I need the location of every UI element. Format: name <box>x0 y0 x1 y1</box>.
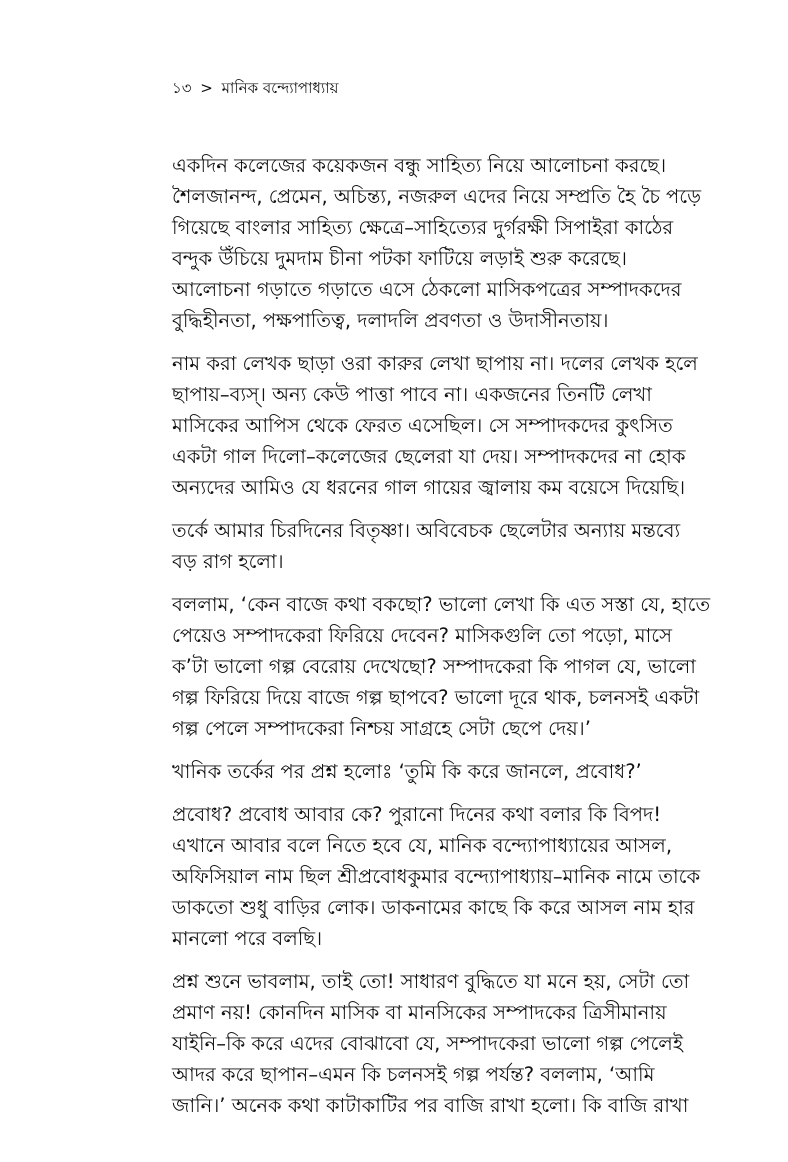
paragraph <box>172 150 712 336</box>
text-line: জানি।’ অনেক কথা কাটাকাটির পর বাজি রাখা হলো। কি বাজি রাখা <box>172 1094 689 1117</box>
paragraph <box>172 515 712 577</box>
text-line: পেয়েও সম্পাদকেরা ফিরিয়ে দেবেন? মাসিকগুলি তো পড়ো, মাসে <box>172 624 672 647</box>
text-line: যাইনি–কি করে এদের বোঝাবো যে, সম্পাদকেরা ভালো গল্প পেলেই <box>172 1032 683 1055</box>
text-line: বন্দুক উঁচিয়ে দুমদাম চীনা পটকা ফাটিয়ে লড়াই শুরু করেছে। <box>172 247 627 270</box>
text-line: একটা গাল দিলো–কলেজের ছেলেরা যা দেয়। সম্পাদকদের না হোক <box>172 445 686 468</box>
text-line: ক’টা ভালো গল্প বেরোয় দেখেছো? সম্পাদকেরা কি পাগল যে, ভালো <box>172 655 696 678</box>
text-line: আলোচনা গড়াতে গড়াতে এসে ঠেকলো মাসিকপত্রের সম্পাদকদের <box>172 278 682 301</box>
header-separator: > <box>200 79 213 97</box>
text-line: গল্প ফিরিয়ে দিয়ে বাজে গল্প ছাপবে? ভালো দূরে থাক, চলনসই একটা <box>172 686 700 709</box>
running-title: মানিক বন্দ্যোপাধ্যায় <box>221 79 339 97</box>
text-line: প্রবোধ? প্রবোধ আবার কে? পুরানো দিনের কথা বলার কি বিপদ! <box>172 803 662 826</box>
paragraph <box>172 799 712 954</box>
text-line: অন্যদের আমিও যে ধরনের গাল গায়ের জ্বালায় কম বয়েসে দিয়েছি। <box>172 476 686 499</box>
running-header <box>172 78 338 98</box>
paragraph <box>172 589 712 744</box>
text-line: ডাকতো শুধু বাড়ির লোক। ডাকনামের কাছে কি করে আসল নাম হার <box>172 896 695 919</box>
text-line: একদিন কলেজের কয়েকজন বন্ধু সাহিত্য নিয়ে আলোচনা করছে। <box>172 154 667 177</box>
text-line: এখানে আবার বলে নিতে হবে যে, মানিক বন্দ্যোপাধ্যায়ের আসল, <box>172 834 673 857</box>
text-line: মাসিকের আপিস থেকে ফেরত এসেছিল। সে সম্পাদকদের কুৎসিত <box>172 414 673 437</box>
body-text <box>172 150 712 1133</box>
text-line: গিয়েছে বাংলার সাহিত্য ক্ষেত্রে–সাহিত্যের দুর্গরক্ষী সিপাইরা কাঠের <box>172 216 674 239</box>
text-line: বললাম, ‘কেন বাজে কথা বকছো? ভালো লেখা কি এত সস্তা যে, হাতে <box>172 593 711 616</box>
paragraph <box>172 348 712 503</box>
text-line: অফিসিয়াল নাম ছিল শ্রীপ্রবোধকুমার বন্দ্যোপাধ্যায়–মানিক নামে তাকে <box>172 865 701 888</box>
text-line: প্রমাণ নয়! কোনদিন মাসিক বা মানসিকের সম্পাদকের ত্রিসীমানায় <box>172 1001 667 1024</box>
text-line: তর্কে আমার চিরদিনের বিতৃষ্ণা। অবিবেচক ছেলেটার অন্যায় মন্তব্যে <box>172 519 681 542</box>
text-line: খানিক তর্কের পর প্রশ্ন হলোঃ ‘তুমি কি করে জানলে, প্রবোধ?’ <box>172 760 642 783</box>
paragraph <box>172 966 712 1121</box>
text-line: আদর করে ছাপান–এমন কি চলনসই গল্প পর্যন্ত? বললাম, ‘আমি <box>172 1063 655 1086</box>
text-line: ছাপায়–ব্যস্। অন্য কেউ পাত্তা পাবে না। একজনের তিনটি লেখা <box>172 383 652 406</box>
text-line: মানলো পরে বলছি। <box>172 927 323 950</box>
paragraph <box>172 756 712 787</box>
text-line: বুদ্ধিহীনতা, পক্ষপাতিত্ব, দলাদলি প্রবণতা ও উদাসীনতায়। <box>172 309 609 332</box>
page-number: ১৩ <box>172 79 192 97</box>
text-line: গল্প পেলে সম্পাদকেরা নিশ্চয় সাগ্রহে সেটা ছেপে দেয়।’ <box>172 717 591 740</box>
text-line: প্রশ্ন শুনে ভাবলাম, তাই তো! সাধারণ বুদ্ধিতে যা মনে হয়, সেটা তো <box>172 970 690 993</box>
text-line: শৈলজানন্দ, প্রেমেন, অচিন্ত্য, নজরুল এদের নিয়ে সম্প্রতি হৈ চৈ পড়ে <box>172 185 702 208</box>
text-line: নাম করা লেখক ছাড়া ওরা কারুর লেখা ছাপায় না। দলের লেখক হলে <box>172 352 698 375</box>
text-line: বড় রাগ হলো। <box>172 550 284 573</box>
